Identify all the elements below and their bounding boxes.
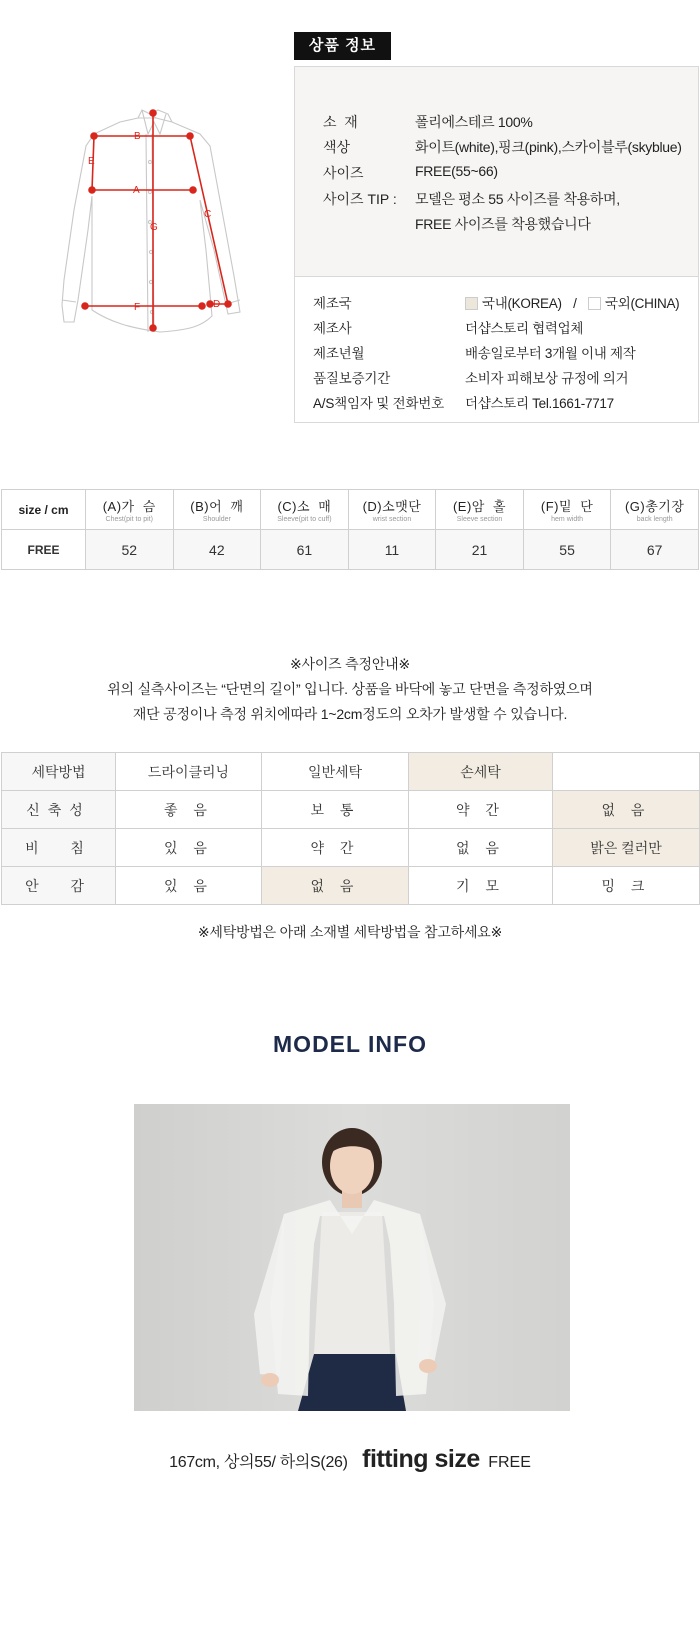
size-value-a: 52 <box>86 530 174 570</box>
header-en: Sleeve(pit to cuff) <box>277 516 332 523</box>
spec-label: 사이즈 TIP : <box>323 191 397 207</box>
label-f: F <box>134 302 141 313</box>
spec-row-color <box>323 137 700 157</box>
care-cell: 드라이클리닝 <box>116 753 262 791</box>
measure-note-title: ※사이즈 측정안내※ <box>289 656 411 672</box>
product-info-tag: 상품 정보 <box>294 32 391 60</box>
care-row-sheer <box>2 829 700 867</box>
care-table <box>1 752 700 905</box>
make-label: 제조사 <box>313 321 352 336</box>
size-value-g: 67 <box>611 530 699 570</box>
model-photo <box>134 1104 570 1411</box>
care-cell: 일반세탁 <box>262 753 409 791</box>
care-cell: 밍 크 <box>553 867 700 905</box>
china-checkbox-icon <box>588 297 601 310</box>
header-ko: (F)밑 단 <box>540 499 594 514</box>
care-row-wash <box>2 753 700 791</box>
care-cell: 좋 음 <box>116 791 262 829</box>
care-cell-selected: 손세탁 <box>409 753 553 791</box>
make-label: 제조년월 <box>313 346 365 361</box>
fitting-size-label: fitting size <box>362 1445 480 1473</box>
care-cell-selected: 밝은 컬러만 <box>553 829 700 867</box>
size-value-d: 11 <box>348 530 436 570</box>
care-row-lining <box>2 867 700 905</box>
make-value: 소비자 피해보상 규정에 의거 <box>465 371 629 386</box>
make-value: 더샵스토리 Tel.1661-7717 <box>465 396 614 411</box>
size-value-e: 21 <box>436 530 524 570</box>
make-row-country <box>313 292 695 312</box>
size-row-label: FREE <box>2 530 86 570</box>
label-c: C <box>204 209 212 220</box>
care-label: 비 침 <box>2 829 116 867</box>
spec-value: 폴리에스테르 100% <box>415 114 533 130</box>
label-e: E <box>88 156 95 167</box>
spec-row-size <box>323 163 700 183</box>
size-value-b: 42 <box>173 530 261 570</box>
model-photo-illustration <box>134 1104 570 1411</box>
size-header-first: size / cm <box>2 490 86 530</box>
size-header-b <box>173 490 261 530</box>
header-ko: (G)총기장 <box>624 499 685 514</box>
spec-value: 화이트(white),핑크(pink),스카이블루(skyblue) <box>415 139 682 155</box>
fitting-size-value: FREE <box>488 1454 531 1471</box>
spec-area <box>295 67 698 277</box>
make-row-warranty <box>313 367 695 387</box>
care-label: 안 감 <box>2 867 116 905</box>
header-en: back length <box>636 516 673 523</box>
care-cell-selected: 없 음 <box>553 791 700 829</box>
measure-note-line1: 위의 실측사이즈는 “단면의 길이” 입니다. 상품을 바닥에 놓고 단면을 측정하였으며 <box>107 681 593 697</box>
model-measurements: 167cm, 상의55/ 하의S(26) <box>169 1454 348 1471</box>
size-header-c <box>261 490 349 530</box>
make-row-as <box>313 392 695 412</box>
header-en: hem width <box>551 516 584 523</box>
make-row-maker <box>313 317 695 337</box>
label-b: B <box>134 131 141 142</box>
care-cell: 없 음 <box>409 829 553 867</box>
header-en: Sleeve section <box>456 516 503 523</box>
make-value: 배송일로부터 3개월 이내 제작 <box>465 346 636 361</box>
size-header-d <box>348 490 436 530</box>
spec-value: 모델은 평소 55 사이즈를 착용하며, <box>415 191 620 207</box>
care-cell: 있 음 <box>116 867 262 905</box>
make-label: A/S책임자 및 전화번호 <box>313 396 444 411</box>
country-separator: / <box>573 296 577 311</box>
care-cell <box>553 753 700 791</box>
make-value: 더샵스토리 협력업체 <box>465 321 584 336</box>
make-row-date <box>313 342 695 362</box>
label-g: G <box>150 222 158 233</box>
shirt-measurement-diagram <box>50 100 260 360</box>
spec-label <box>323 214 415 234</box>
spec-label: 사이즈 <box>323 165 364 181</box>
label-d: D <box>213 299 221 310</box>
make-value <box>465 292 695 312</box>
size-header-e <box>436 490 524 530</box>
header-ko: (B)어 깨 <box>190 499 244 514</box>
size-value-f: 55 <box>523 530 611 570</box>
care-cell: 있 음 <box>116 829 262 867</box>
care-label: 세탁방법 <box>2 753 116 791</box>
header-ko: (D)소맷단 <box>362 499 422 514</box>
care-row-stretch <box>2 791 700 829</box>
header-en: Chest(pit to pit) <box>105 516 154 523</box>
care-cell-selected: 없 음 <box>262 867 409 905</box>
spec-label: 색상 <box>323 139 351 155</box>
header-en: wrist section <box>372 516 412 523</box>
spec-value: FREE 사이즈를 착용했습니다 <box>415 216 591 232</box>
care-cell: 보 통 <box>262 791 409 829</box>
size-header-g <box>611 490 699 530</box>
country-korea: 국내(KOREA) <box>482 296 562 311</box>
model-info-title: MODEL INFO <box>273 1031 427 1057</box>
header-ko: (C)소 매 <box>277 499 332 514</box>
spec-value: FREE(55~66) <box>415 163 498 179</box>
fitting-info <box>0 1445 700 1474</box>
label-a: A <box>133 185 140 196</box>
spec-row-material <box>323 112 700 132</box>
care-cell: 약 간 <box>262 829 409 867</box>
spec-label: 소 재 <box>323 114 358 130</box>
size-table-row <box>2 530 699 570</box>
spec-row-size-tip <box>323 189 700 209</box>
make-label: 제조국 <box>313 296 352 311</box>
care-cell: 기 모 <box>409 867 553 905</box>
spec-row-size-tip-2 <box>323 214 700 234</box>
header-ko: (A)가 슴 <box>102 499 156 514</box>
product-info-box <box>294 66 699 423</box>
measure-note-line2: 재단 공정이나 측정 위치에따라 1~2cm정도의 오차가 발생할 수 있습니다. <box>132 706 568 722</box>
care-cell: 약 간 <box>409 791 553 829</box>
care-label: 신축성 <box>2 791 116 829</box>
header-ko: (E)암 홀 <box>452 499 507 514</box>
country-china: 국외(CHINA) <box>605 296 680 311</box>
make-label: 품질보증기간 <box>313 371 391 386</box>
size-value-c: 61 <box>261 530 349 570</box>
size-header-f <box>523 490 611 530</box>
header-en: Shoulder <box>202 516 231 523</box>
size-header-a <box>86 490 174 530</box>
size-table <box>1 489 699 570</box>
care-footnote: ※세탁방법은 아래 소재별 세탁방법을 참고하세요※ <box>197 924 503 940</box>
korea-checkbox-icon <box>465 297 478 310</box>
size-table-header <box>2 490 699 530</box>
